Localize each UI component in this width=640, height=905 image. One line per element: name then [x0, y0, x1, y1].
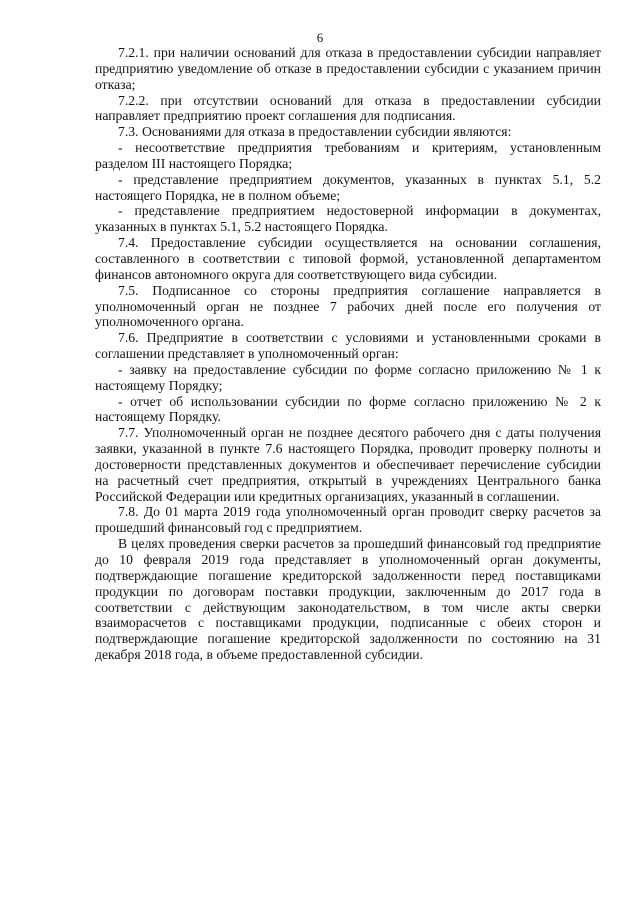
paragraph-7-5: 7.5. Подписанное со стороны предприятия соглашение направляется в уполномоченный орган не позднее 7 рабочих дней после его получения от уполномоченного органа. — [95, 282, 601, 330]
paragraph-7-3: 7.3. Основаниями для отказа в предоставлении субсидии являются: — [118, 124, 512, 140]
paragraph-7-2-1: 7.2.1. при наличии оснований для отказа в предоставлении субсидии направляет предприятию уведомление об отказе в предоставлении субсидии с указанием причин отказа; — [95, 45, 601, 92]
document-body — [95, 45, 601, 663]
page-number: 6 — [316, 30, 324, 45]
paragraph-7-7: 7.7. Уполномоченный орган не позднее десятого рабочего дня с даты получения заявки, указанной в пункте 7.6 настоящего Порядка, проводит проверку полноты и достоверности представленных документов и обеспечивает перечисление субсидии на расчетный счет предприятия, открытый в учреждениях Центрального банка Российской Федерации или кредитных организациях, указанный в соглашении. — [95, 425, 601, 504]
list-item-refusal-reason-3: - представление предприятием недостоверной информации в документах, указанных в пунктах 5.1, 5.2 настоящего Порядка. — [95, 203, 601, 235]
paragraph-7-8: 7.8. До 01 марта 2019 года уполномоченный орган проводит сверку расчетов за прошедший финансовый год с предприятием. — [95, 504, 601, 536]
paragraph-reconciliation: В целях проведения сверки расчетов за прошедший финансовый год предприятие до 10 февраля 2019 года представляет в уполномоченный орган документы, подтверждающие погашение кредиторской задолженности перед поставщиками продукции по договорам поставки продукции, заключенным до 2017 года в соответствии с действующим законодательством, в том числе акты сверки взаиморасчетов с поставщиками продукции, подписанные с обеих сторон и подтверждающие погашение кредиторской задолженности по состоянию на 31 декабря 2018 года, в объеме предоставленной субсидии. — [95, 536, 601, 663]
paragraph-7-2-2: 7.2.2. при отсутствии оснований для отказа в предоставлении субсидии направляет предприятию проект соглашения для подписания. — [95, 92, 601, 124]
list-item-refusal-reason-2: - представление предприятием документов, указанных в пунктах 5.1, 5.2 настоящего Порядка, не в полном объеме; — [95, 171, 601, 203]
list-item-application: - заявку на предоставление субсидии по форме согласно приложению № 1 к настоящему Порядку; — [95, 361, 601, 393]
paragraph-7-6: 7.6. Предприятие в соответствии с условиями и установленными сроками в соглашении представляет в уполномоченный орган: — [95, 330, 601, 362]
paragraph-7-4: 7.4. Предоставление субсидии осуществляется на основании соглашения, составленного в соответствии с типовой формой, установленной департаментом финансов автономного округа для соответствующего вида субсидии. — [95, 235, 601, 282]
list-item-refusal-reason-1: - несоответствие предприятия требованиям и критериям, установленным разделом III настоящего Порядка; — [95, 140, 601, 171]
list-item-report: - отчет об использовании субсидии по форме согласно приложению № 2 к настоящему Порядку. — [95, 393, 601, 425]
